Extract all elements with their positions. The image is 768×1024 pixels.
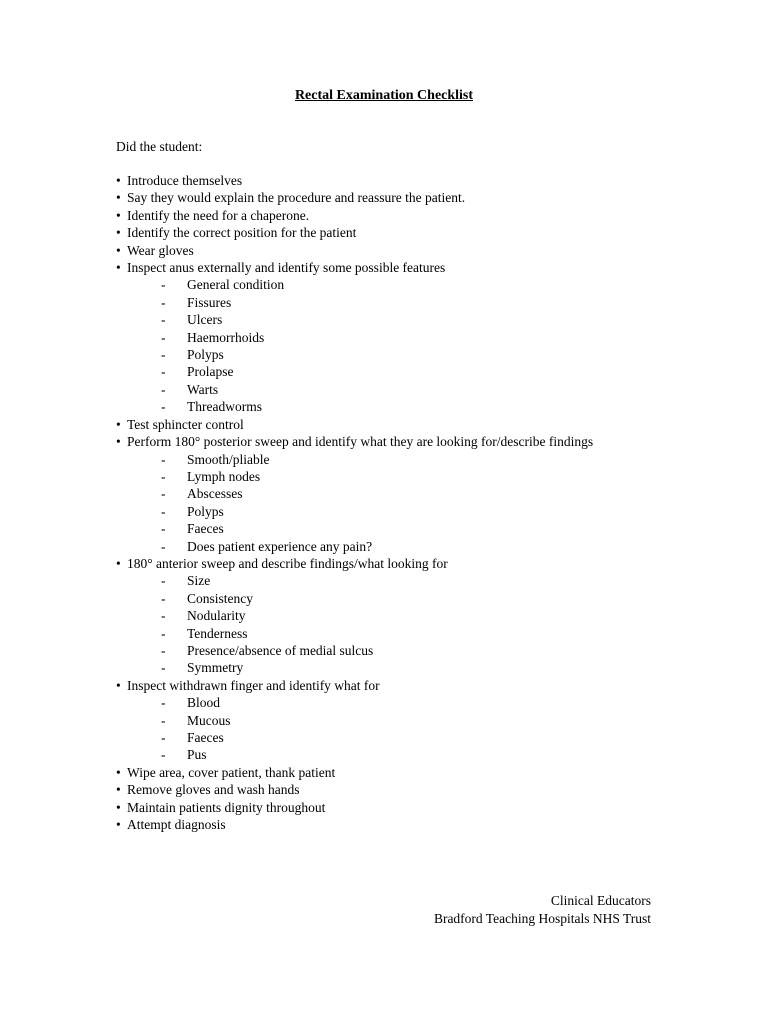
checklist-item xyxy=(116,172,636,189)
checklist-subitem-text: Faeces xyxy=(187,730,224,745)
bullet-glyph: • xyxy=(116,225,121,241)
checklist-subitem xyxy=(116,363,636,380)
checklist-item-text: Wipe area, cover patient, thank patient xyxy=(127,764,336,780)
checklist-subitem xyxy=(116,642,636,659)
bullet-glyph: • xyxy=(116,434,121,450)
checklist-subitem-text: Consistency xyxy=(187,590,253,606)
checklist-subitem-text: Threadworms xyxy=(187,399,262,415)
bullet-glyph: • xyxy=(116,173,121,188)
checklist-subitem xyxy=(116,468,636,485)
checklist-subitem xyxy=(116,485,636,502)
bullet-glyph: • xyxy=(116,782,121,798)
checklist-subitem-text: Ulcers xyxy=(187,312,223,328)
dash-glyph: - xyxy=(161,468,166,484)
dash-glyph: - xyxy=(161,573,166,589)
footer-line-trust: Bradford Teaching Hospitals NHS Trust xyxy=(433,911,651,926)
dash-glyph: - xyxy=(161,294,166,310)
checklist-subitem-text: Pus xyxy=(187,747,207,763)
checklist-item xyxy=(116,416,636,433)
checklist-subitem-text: General condition xyxy=(187,277,285,293)
checklist-item-text: Test sphincter control xyxy=(127,416,244,432)
dash-glyph: - xyxy=(161,590,166,606)
checklist-subitem xyxy=(116,329,636,346)
checklist-item xyxy=(116,781,636,798)
dash-glyph: - xyxy=(161,642,166,658)
bullet-glyph: • xyxy=(116,190,121,206)
bullet-glyph: • xyxy=(116,260,121,276)
checklist-item xyxy=(116,799,636,816)
checklist-subitem xyxy=(116,311,636,328)
dash-glyph: - xyxy=(161,312,166,328)
checklist-subitem-text: Does patient experience any pain? xyxy=(187,538,373,554)
checklist-item xyxy=(116,242,636,259)
checklist-item xyxy=(116,189,636,206)
bullet-glyph: • xyxy=(116,764,121,780)
checklist-subitem-text: Nodularity xyxy=(187,608,246,624)
bullet-glyph: • xyxy=(116,242,121,258)
document-title: Rectal Examination Checklist xyxy=(294,88,474,103)
dash-glyph: - xyxy=(161,712,166,728)
dash-glyph: - xyxy=(161,399,166,415)
checklist-item-text: 180° anterior sweep and describe findings/what looking for xyxy=(127,555,448,571)
checklist-item xyxy=(116,764,636,781)
checklist-subitem xyxy=(116,503,636,520)
checklist-subitem xyxy=(116,276,636,293)
checklist-subitem xyxy=(116,451,636,468)
checklist-item-text: Identify the correct position for the patient xyxy=(127,225,357,241)
checklist-subitem-text: Presence/absence of medial sulcus xyxy=(187,642,374,658)
checklist-item-text: Remove gloves and wash hands xyxy=(127,782,300,798)
checklist-subitem-text: Tenderness xyxy=(187,625,248,641)
checklist-subitem xyxy=(116,729,636,746)
dash-glyph: - xyxy=(161,329,166,345)
checklist-item-text: Say they would explain the procedure and reassure the patient. xyxy=(127,190,466,206)
checklist-subitem-text: Haemorrhoids xyxy=(187,329,265,345)
checklist-item-text: Maintain patients dignity throughout xyxy=(127,799,326,815)
dash-glyph: - xyxy=(161,381,166,397)
checklist-subitem-text: Lymph nodes xyxy=(187,468,261,484)
checklist-subitem xyxy=(116,398,636,415)
checklist-item-text: Attempt diagnosis xyxy=(127,817,226,833)
checklist-item-text: Inspect withdrawn finger and identify what for xyxy=(127,677,380,693)
checklist-item xyxy=(116,207,636,224)
bullet-glyph: • xyxy=(116,555,121,571)
checklist-subitem xyxy=(116,694,636,711)
checklist-item-text: Identify the need for a chaperone. xyxy=(127,207,310,223)
dash-glyph: - xyxy=(161,730,166,745)
dash-glyph: - xyxy=(161,747,166,763)
checklist-subitem xyxy=(116,712,636,729)
intro-text: Did the student: xyxy=(116,139,203,154)
checklist-subitem-text: Prolapse xyxy=(187,364,234,380)
checklist-item xyxy=(116,816,636,833)
checklist-subitem-text: Size xyxy=(187,573,211,589)
dash-glyph: - xyxy=(161,538,166,554)
checklist-subitem xyxy=(116,346,636,363)
dash-glyph: - xyxy=(161,695,166,711)
dash-glyph: - xyxy=(161,347,166,363)
checklist-subitem-text: Mucous xyxy=(187,712,231,728)
checklist-subitem xyxy=(116,294,636,311)
dash-glyph: - xyxy=(161,503,166,519)
footer-line-educators: Clinical Educators xyxy=(550,893,651,908)
checklist-subitem-text: Polyps xyxy=(187,503,224,519)
checklist-subitem-text: Warts xyxy=(187,381,219,397)
bullet-glyph: • xyxy=(116,799,121,815)
checklist-subitem-text: Fissures xyxy=(187,294,232,310)
checklist-item-text: Inspect anus externally and identify some possible features xyxy=(127,260,446,276)
bullet-glyph: • xyxy=(116,207,121,223)
dash-glyph: - xyxy=(161,451,166,467)
checklist-item-text: Introduce themselves xyxy=(127,173,243,188)
bullet-glyph: • xyxy=(116,416,121,432)
dash-glyph: - xyxy=(161,625,166,641)
checklist-subitem xyxy=(116,746,636,763)
checklist-item xyxy=(116,555,636,572)
checklist-subitem-text: Blood xyxy=(187,695,221,711)
checklist-subitem-text: Faeces xyxy=(187,521,224,537)
checklist-item xyxy=(116,259,636,276)
checklist-subitem xyxy=(116,659,636,676)
bullet-glyph: • xyxy=(116,817,121,833)
checklist-subitem xyxy=(116,625,636,642)
dash-glyph: - xyxy=(161,660,166,676)
checklist-item xyxy=(116,224,636,241)
checklist-subitem xyxy=(116,590,636,607)
checklist-subitem xyxy=(116,381,636,398)
dash-glyph: - xyxy=(161,364,166,380)
checklist-subitem xyxy=(116,572,636,589)
dash-glyph: - xyxy=(161,486,166,502)
checklist-item xyxy=(116,433,636,450)
dash-glyph: - xyxy=(161,277,166,293)
checklist-subitem-text: Polyps xyxy=(187,347,224,363)
checklist-subitem xyxy=(116,520,636,537)
dash-glyph: - xyxy=(161,608,166,624)
dash-glyph: - xyxy=(161,521,166,537)
checklist-subitem-text: Smooth/pliable xyxy=(187,451,270,467)
checklist-subitem-text: Abscesses xyxy=(187,486,243,502)
footer xyxy=(434,892,651,928)
checklist-subitem-text: Symmetry xyxy=(187,660,244,676)
bullet-glyph: • xyxy=(116,677,121,693)
checklist-item-text: Wear gloves xyxy=(127,242,194,258)
checklist xyxy=(116,172,636,833)
checklist-item-text: Perform 180° posterior sweep and identify what they are looking for/describe findings xyxy=(127,434,594,450)
checklist-subitem xyxy=(116,538,636,555)
checklist-subitem xyxy=(116,607,636,624)
checklist-item xyxy=(116,677,636,694)
